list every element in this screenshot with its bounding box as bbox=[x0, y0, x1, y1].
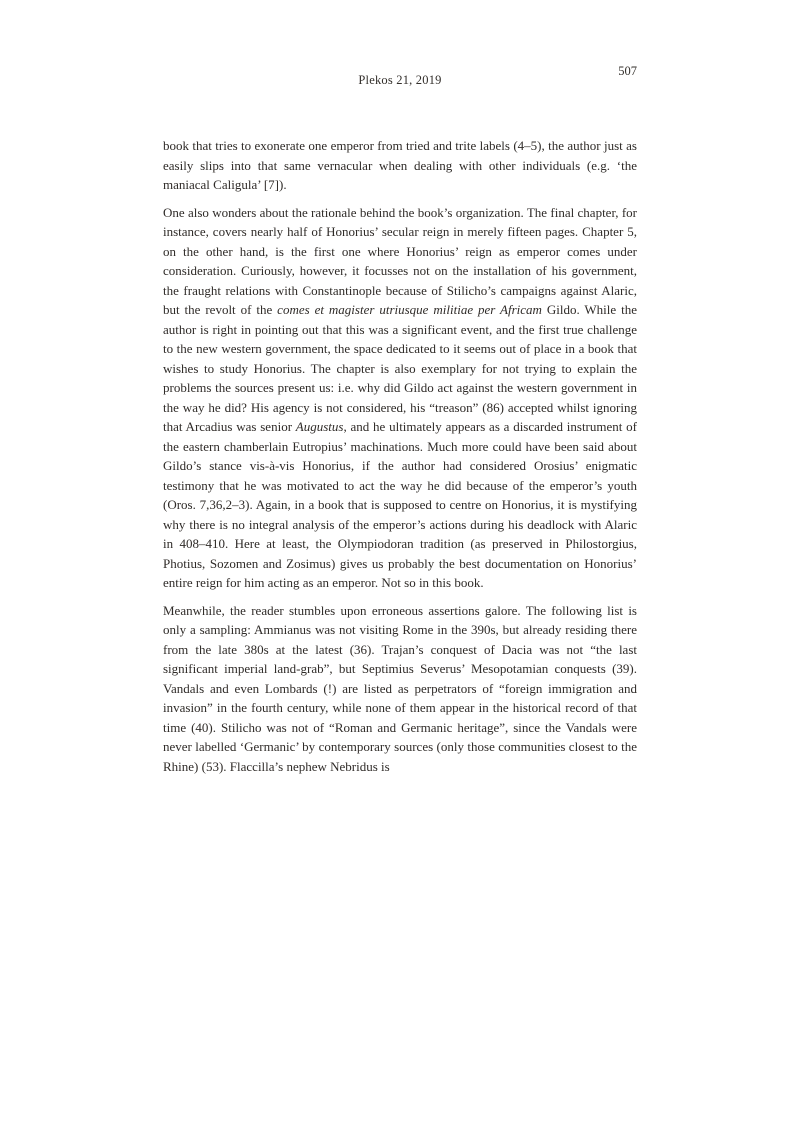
italic-text-run: comes et magister utriusque militiae per Africam bbox=[277, 302, 542, 317]
text-run: Meanwhile, the reader stumbles upon erroneous assertions galore. The following list is only a sampling: Ammianus was not visiting Rome in the 390s, but already residing there from the late 380s at the latest (36). Trajan’s conquest of Dacia was not “the last significant imperial land-grab”, but Septimius Severus’ Mesopotamian conquests (39). Vandals and even Lombards (!) are listed as perpetrators of “foreign immigration and invasion” in the fourth century, while none of them appear in the historical record of that time (40). Stilicho was not of “Roman and Germanic heritage”, since the Vandals were never labelled ‘Germanic’ by contemporary sources (only those communities closest to the Rhine) (53). Flaccilla’s nephew Nebridus is bbox=[163, 602, 637, 774]
journal-title: Plekos 21, 2019 bbox=[358, 73, 442, 87]
italic-text-run: Augustus bbox=[295, 419, 344, 434]
paragraph bbox=[163, 136, 637, 195]
page-header bbox=[163, 64, 637, 94]
paragraph bbox=[163, 601, 637, 777]
text-run: Gildo. While the author is right in pointing out that this was a significant event, and the first true challenge to the new western government, the space dedicated to it seems out of place in a book that wishes to study Honorius. The chapter is also exemplary for not trying to explain the problems the sources present us: i.e. why did Gildo act against the western government in the way he did? His agency is not considered, his “treason” (86) accepted whilst ignoring that Arcadius was senior bbox=[163, 302, 637, 434]
text-run: book that tries to exonerate one emperor from tried and trite labels (4–5), the author just as easily slips into that same vernacular when dealing with other individuals (e.g. ‘the maniacal Caligula’ [7]). bbox=[163, 138, 637, 192]
text-run: , and he ultimately appears as a discarded instrument of the eastern chamberlain Eutropius’ machinations. Much more could have been said about Gildo’s stance vis-à-vis Honorius, if the author had considered Orosius’ enigmatic testimony that he was motivated to act the way he did because of the emperor’s youth (Oros. 7,36,2–3). Again, in a book that is supposed to centre on Honorius, it is mystifying why there is no integral analysis of the emperor’s actions during his deadlock with Alaric in 408–410. Here at least, the Olympiodoran tradition (as preserved in Philostorgius, Photius, Sozomen and Zosimus) gives us probably the best documentation on Honorius’ entire reign for him acting as an emperor. Not so in this book. bbox=[163, 419, 637, 590]
page-number: 507 bbox=[618, 64, 637, 78]
text-run: One also wonders about the rationale behind the book’s organization. The final chapter, for instance, covers nearly half of Honorius’ secular reign in merely fifteen pages. Chapter 5, on the other hand, is the first one where Honorius’ reign as emperor comes under consideration. Curiously, however, it focusses not on the installation of his government, the fraught relations with Constantinople because of Stilicho’s campaigns against Alaric, but the revolt of the bbox=[163, 204, 637, 317]
paragraph bbox=[163, 203, 637, 593]
paragraphs bbox=[163, 136, 637, 784]
